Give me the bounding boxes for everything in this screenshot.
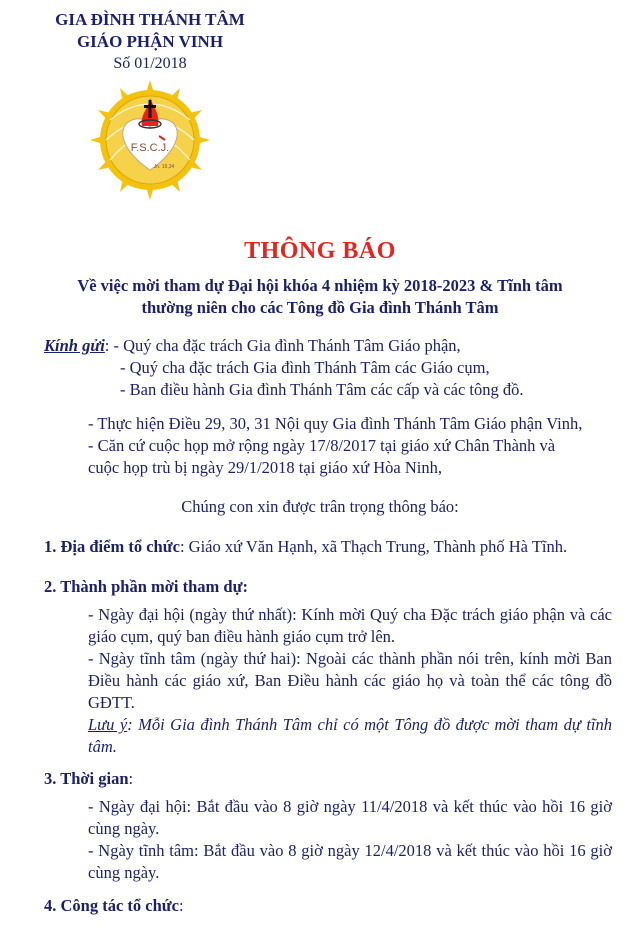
section-2-note [88, 714, 612, 758]
section-3-heading: 3. Thời gian [44, 769, 129, 788]
note-label: Lưu ý [88, 715, 128, 734]
section-1-text: : Giáo xứ Văn Hạnh, xã Thạch Trung, Thành phố Hà Tĩnh. [179, 537, 568, 556]
document-number: Số 01/2018 [113, 55, 187, 72]
section-4-colon: : [179, 896, 184, 915]
section-2-paragraph-1: - Ngày đại hội (ngày thứ nhất): Kính mời Quý cha Đặc trách giáo phận và các giáo cụm, quý ban điều hành giáo cụm trở lên. [88, 605, 612, 646]
section-3-paragraph-2: - Ngày tĩnh tâm: Bắt đầu vào 8 giờ ngày 12/4/2018 và kết thúc vào hồi 16 giờ cùng ngày. [88, 841, 612, 882]
recipient-item: - Ban điều hành Gia đình Thánh Tâm các cấp và các tông đồ. [120, 380, 524, 399]
recipients-line1 [44, 336, 461, 356]
section-3-heading-line [44, 769, 133, 789]
basis-line3: cuộc họp trù bị ngày 29/1/2018 tại giáo xứ Hòa Ninh, [88, 458, 443, 477]
logo-scripture-ref: Jn. 19,34 [153, 164, 175, 170]
org-name-line1: GIA ĐÌNH THÁNH TÂM [55, 10, 245, 29]
recipient-item: - Quý cha đặc trách Gia đình Thánh Tâm các Giáo cụm, [120, 358, 490, 377]
sacred-heart-emblem-icon [88, 78, 212, 202]
subtitle-line2: thường niên cho các Tông đồ Gia đình Thánh Tâm [141, 298, 499, 317]
announcement-text: Chúng con xin được trân trọng thông báo: [181, 497, 459, 516]
section-3-colon: : [128, 769, 134, 788]
org-name-line2: GIÁO PHẬN VINH [76, 32, 224, 51]
section-1 [44, 537, 567, 557]
section-2-heading: 2. Thành phần mời tham dự: [44, 577, 248, 596]
subtitle-line1: Về việc mời tham dự Đại hội khóa 4 nhiệm kỳ 2018-2023 & Tĩnh tâm [77, 276, 563, 295]
recipient-item: - Quý cha đặc trách Gia đình Thánh Tâm Giáo phận, [113, 336, 461, 355]
section-4-heading: 4. Công tác tổ chức [44, 896, 180, 915]
note-text: : Mỗi Gia đình Thánh Tâm chỉ có một Tông đồ được mời tham dự tĩnh tâm. [88, 715, 613, 756]
document-title: THÔNG BÁO [244, 238, 396, 264]
basis-line2: - Căn cứ cuộc họp mở rộng ngày 17/8/2017 tại giáo xứ Chân Thành và [88, 436, 556, 455]
section-4-heading-line [44, 896, 184, 916]
section-2-paragraph-2: - Ngày tĩnh tâm (ngày thứ hai): Ngoài các thành phần nói trên, kính mời Ban Điều hành các giáo xứ, Ban Điều hành các giáo họ và toàn thể các tông đồ GĐTT. [88, 649, 612, 712]
fscj-logo [88, 78, 212, 202]
logo-text: F.S.C.J. [130, 142, 170, 154]
recipients-label: Kính gửi [44, 336, 105, 355]
recipients-colon: : [104, 336, 114, 355]
section-1-heading: 1. Địa điểm tổ chức [44, 537, 180, 556]
section-3-paragraph-1: - Ngày đại hội: Bắt đầu vào 8 giờ ngày 11/4/2018 và kết thúc vào hồi 16 giờ cùng ngày. [88, 797, 612, 838]
basis-line1: - Thực hiện Điều 29, 30, 31 Nội quy Gia đình Thánh Tâm Giáo phận Vinh, [88, 414, 583, 433]
